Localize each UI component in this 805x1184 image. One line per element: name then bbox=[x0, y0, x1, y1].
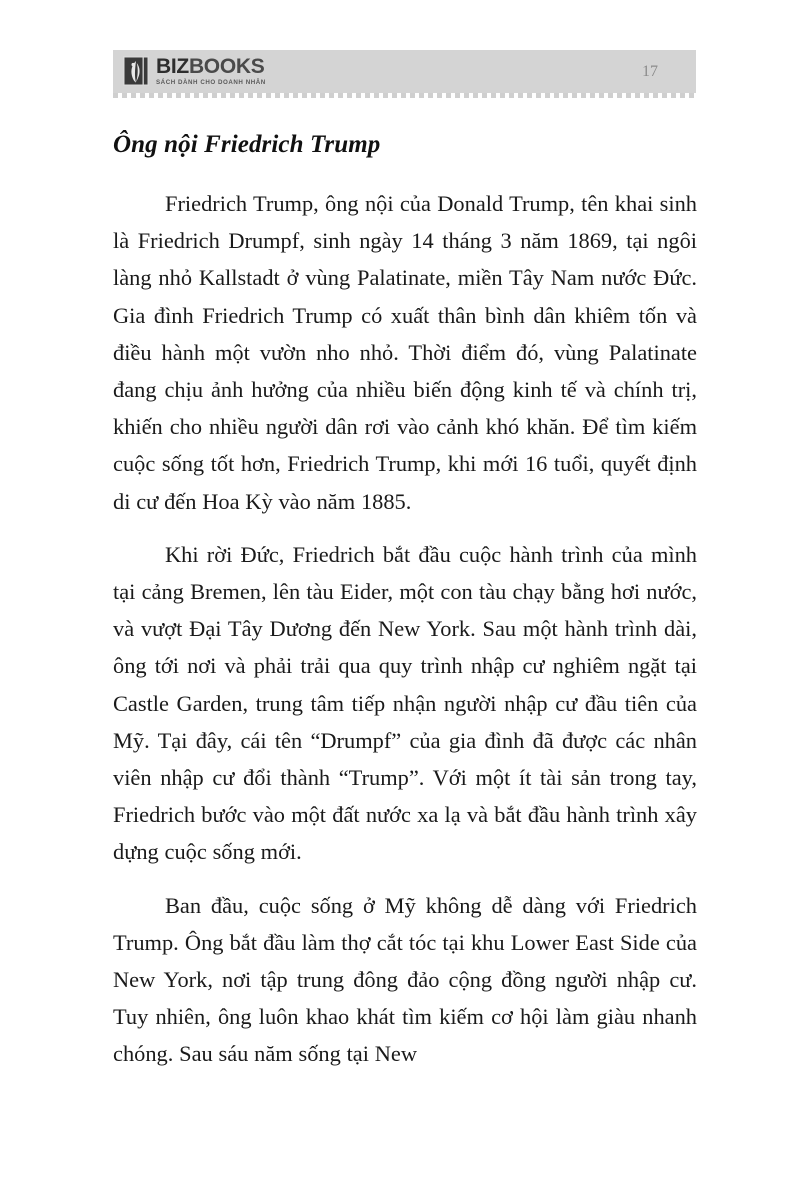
book-icon bbox=[123, 56, 149, 86]
brand-tagline: SÁCH DÀNH CHO DOANH NHÂN bbox=[156, 79, 266, 87]
paragraph: Ban đầu, cuộc sống ở Mỹ không dễ dàng với Friedrich Trump. Ông bắt đầu làm thợ cắt tóc tại khu Lower East Side của New York, nơi tập trung đông đảo cộng đồng người nhập cư. Tuy nhiên, ông luôn khao khát tìm kiếm cơ hội làm giàu nhanh chóng. Sau sáu năm sống tại New bbox=[113, 892, 697, 1067]
brand-name bbox=[156, 56, 266, 77]
paragraph: Khi rời Đức, Friedrich bắt đầu cuộc hành trình của mình tại cảng Bremen, lên tàu Eider, một con tàu chạy bằng hơi nước, và vượt Đại Tây Dương đến New York. Sau một hành trình dài, ông tới nơi và phải trải qua quy trình nhập cư nghiêm ngặt tại Castle Garden, trung tâm tiếp nhận người nhập cư đầu tiên của Mỹ. Tại đây, cái tên “Drumpf” của gia đình đã được các nhân viên nhập cư đổi thành “Trump”. Với một ít tài sản trong tay, Friedrich bước vào một đất nước xa lạ và bắt đầu hành trình xây dựng cuộc sống mới. bbox=[113, 541, 697, 865]
brand-name-biz: BIZ bbox=[156, 55, 189, 79]
page-number: 17 bbox=[642, 62, 658, 80]
brand-name-books: BOOKS bbox=[188, 55, 265, 79]
page-content bbox=[113, 131, 697, 1073]
brand-text bbox=[156, 56, 266, 86]
section-title: Ông nội Friedrich Trump bbox=[113, 131, 381, 158]
brand-logo bbox=[123, 56, 266, 86]
paragraph: Friedrich Trump, ông nội của Donald Trump, tên khai sinh là Friedrich Drumpf, sinh ngày 14 tháng 3 năm 1869, tại ngôi làng nhỏ Kallstadt ở vùng Palatinate, miền Tây Nam nước Đức. Gia đình Friedrich Trump có xuất thân bình dân khiêm tốn và điều hành một vườn nho nhỏ. Thời điểm đó, vùng Palatinate đang chịu ảnh hưởng của nhiều biến động kinh tế và chính trị, khiến cho nhiều người dân rơi vào cảnh khó khăn. Để tìm kiếm cuộc sống tốt hơn, Friedrich Trump, khi mới 16 tuổi, quyết định di cư đến Hoa Kỳ vào năm 1885. bbox=[113, 191, 697, 514]
running-header bbox=[113, 50, 696, 93]
header-dashed-divider bbox=[113, 93, 696, 98]
